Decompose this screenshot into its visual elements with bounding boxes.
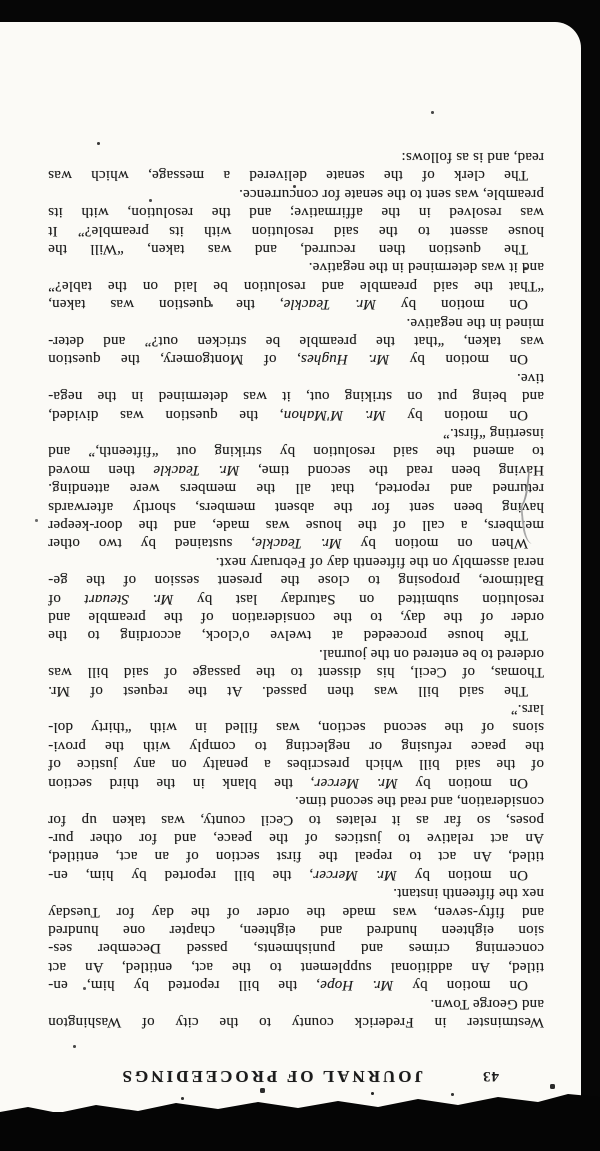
text-line: was taken, “that the preamble be stricken out?” and deter- xyxy=(48,332,544,349)
text-line: The question then recurred, and was taken, “Will the xyxy=(48,240,528,257)
text-line: having been sent for the absent members, shortly afterwards xyxy=(48,498,544,515)
text-line: consideration, and read the second time. xyxy=(294,793,544,810)
page-number: 43 xyxy=(482,1068,499,1084)
text-line: titled, An additional supplement to the act, entitled, An act xyxy=(48,958,544,975)
text-line: lars.” xyxy=(510,701,544,718)
text-line: titled, An act to repeal the first section of an act, entitled, xyxy=(48,848,544,865)
paragraph xyxy=(48,644,544,699)
text-line: members, a call of the house was made, and the door-keeper xyxy=(48,517,544,534)
text-line: On motion by Mr. Hughes, of Montgomery, the question xyxy=(48,351,528,368)
page-content xyxy=(0,22,581,1112)
text-line: and it was determined in the negative. xyxy=(308,259,544,276)
text-line: On motion by Mr. Mercer, the bill reported by him, en- xyxy=(48,866,528,883)
paragraph xyxy=(48,424,544,553)
text-line: ordered to be entered on the journal. xyxy=(318,645,544,662)
ink-speck-layer xyxy=(0,0,1,1)
text-line: The said bill was then passed. At the request of Mr. xyxy=(48,682,528,699)
text-line: The house proceeded at twelve o'clock, according to the xyxy=(48,627,528,644)
text-line: poses, so far as it relates to Cecil county, was taken up for xyxy=(48,811,544,828)
text-line: The clerk of the senate delivered a message, which was xyxy=(48,167,528,184)
text-line: Having been read the second time, Mr. Teackle then moved xyxy=(48,461,544,478)
journal-title: JOURNAL OF PROCEEDINGS xyxy=(119,1067,423,1086)
text-line: house assent to the said resolution with its preamble?” It xyxy=(48,222,544,239)
text-line: order of the day, to the consideration of the preamble and xyxy=(48,609,544,626)
text-line: and fifty-seven, was made the order of the day for Tuesday xyxy=(48,903,544,920)
text-line: sions of the second section, was filled in with “thirty dol- xyxy=(48,719,544,736)
text-line: On motion by Mr. M'Mahon, the question was divided, xyxy=(48,406,528,423)
paragraph xyxy=(48,184,544,258)
text-line: inserting “first.” xyxy=(442,425,544,441)
text-line: On motion by Mr. Mercer, the blank in the third section xyxy=(48,774,528,791)
text-line: mined in the negative. xyxy=(406,314,544,331)
paragraph xyxy=(48,994,544,1031)
text-line: the peace refusing or neglecting to comply with the provi- xyxy=(48,737,544,754)
text-line: Thomas, of Cecil, his dissent to the passage of said bill was xyxy=(48,664,544,681)
text-line: nex the fifteenth instant. xyxy=(393,885,544,902)
text-line: read, and is as follows: xyxy=(401,148,544,165)
text-line: and George Town. xyxy=(430,995,544,1012)
text-line: Westminster in Frederick county to the city of Washington xyxy=(48,1014,544,1030)
text-line: returned and reported, that all the members were attending. xyxy=(48,480,544,497)
text-line: resolution submitted on Saturday last by Mr. Steuart of xyxy=(48,590,544,607)
text-line: concerning crimes and punishments, passed December ses- xyxy=(48,940,544,957)
paragraph xyxy=(48,258,544,313)
text-line: of the said bill which prescribes a penalty on any justice of xyxy=(48,756,544,773)
text-line: On motion by Mr. Hope, the bill reported by him, en- xyxy=(48,977,528,994)
paragraph xyxy=(48,552,544,644)
page xyxy=(0,22,581,1112)
text-line: and being put on striking out, it was determined in the nega- xyxy=(48,388,544,405)
paragraph xyxy=(48,148,544,185)
text-line: “That the said preamble and resolution be laid on the table?” xyxy=(48,277,544,294)
paragraph xyxy=(48,313,544,368)
text-line: neral assembly on the fifteenth day of February next. xyxy=(215,553,544,570)
page-header xyxy=(0,1060,581,1086)
text-line: On motion by Mr. Teackle, the question was taken, xyxy=(48,296,528,313)
text-line: was resolved in the affirmative; and the resolution, with its xyxy=(48,204,544,221)
text-line: preamble, was sent to the senate for concurrence. xyxy=(238,185,544,202)
text-line: tive. xyxy=(516,369,544,386)
paragraph xyxy=(48,700,544,792)
paragraph xyxy=(48,884,544,994)
text-line: Baltimore, proposing to close the present session of the ge- xyxy=(48,572,544,589)
text-line: sion eighteen hundred and eighteen, chapter one hundred xyxy=(48,921,544,938)
text-block xyxy=(48,148,544,1032)
paragraph xyxy=(48,792,544,884)
text-line: When on motion by Mr. Teackle, sustained by two other xyxy=(48,535,528,552)
paragraph xyxy=(48,368,544,423)
text-line: An act relative to justices of the peace, and for other pur- xyxy=(48,829,544,846)
text-line: to amend the said resolution by striking out “fifteenth,” and xyxy=(48,443,544,460)
